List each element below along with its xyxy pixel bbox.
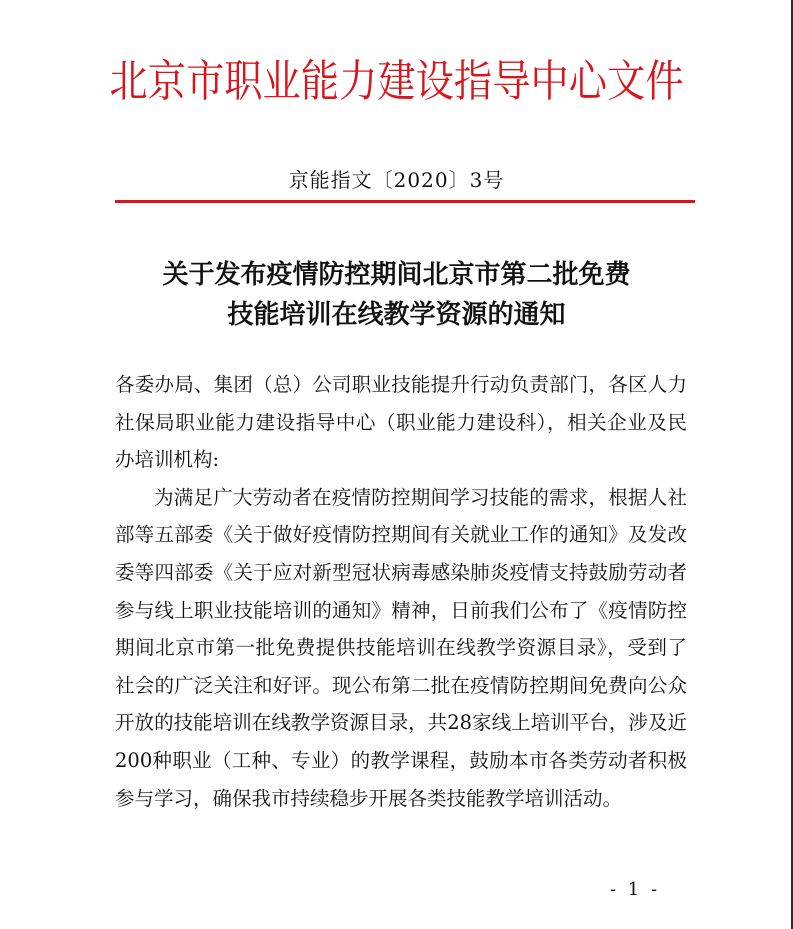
notice-title	[0, 255, 793, 335]
red-divider-line	[115, 200, 695, 203]
notice-body	[115, 366, 687, 817]
notice-title-line-2: 技能培训在线教学资源的通知	[227, 300, 566, 330]
document-number: 京能指文〔2020〕3号	[288, 168, 505, 192]
body-paragraph-1: 为满足广大劳动者在疫情防控期间学习技能的需求，根据人社部等五部委《关于做好疫情防控期间有关就业工作的通知》及发改委等四部委《关于应对新型冠状病毒感染肺炎疫情支持鼓励劳动者参与线上职业技能培训的通知》精神，日前我们公布了《疫情防控期间北京市第一批免费提供技能培训在线教学资源目录》，受到了社会的广泛关注和好评。现公布第二批在疫情防控期间免费向公众开放的技能培训在线教学资源目录，共28家线上培训平台，涉及近200种职业（工种、专业）的教学课程，鼓励本市各类劳动者积极参与学习，确保我市持续稳步开展各类技能教学培训活动。	[115, 485, 687, 810]
salutation-paragraph: 各委办局、集团（总）公司职业技能提升行动负责部门，各区人力社保局职业能力建设指导中心（职业能力建设科），相关企业及民办培训机构:	[115, 373, 687, 472]
page-number: - 1 -	[610, 879, 661, 900]
notice-title-line-1: 关于发布疫情防控期间北京市第二批免费	[162, 260, 631, 290]
masthead-title: 北京市职业能力建设指导中心文件	[109, 56, 684, 107]
